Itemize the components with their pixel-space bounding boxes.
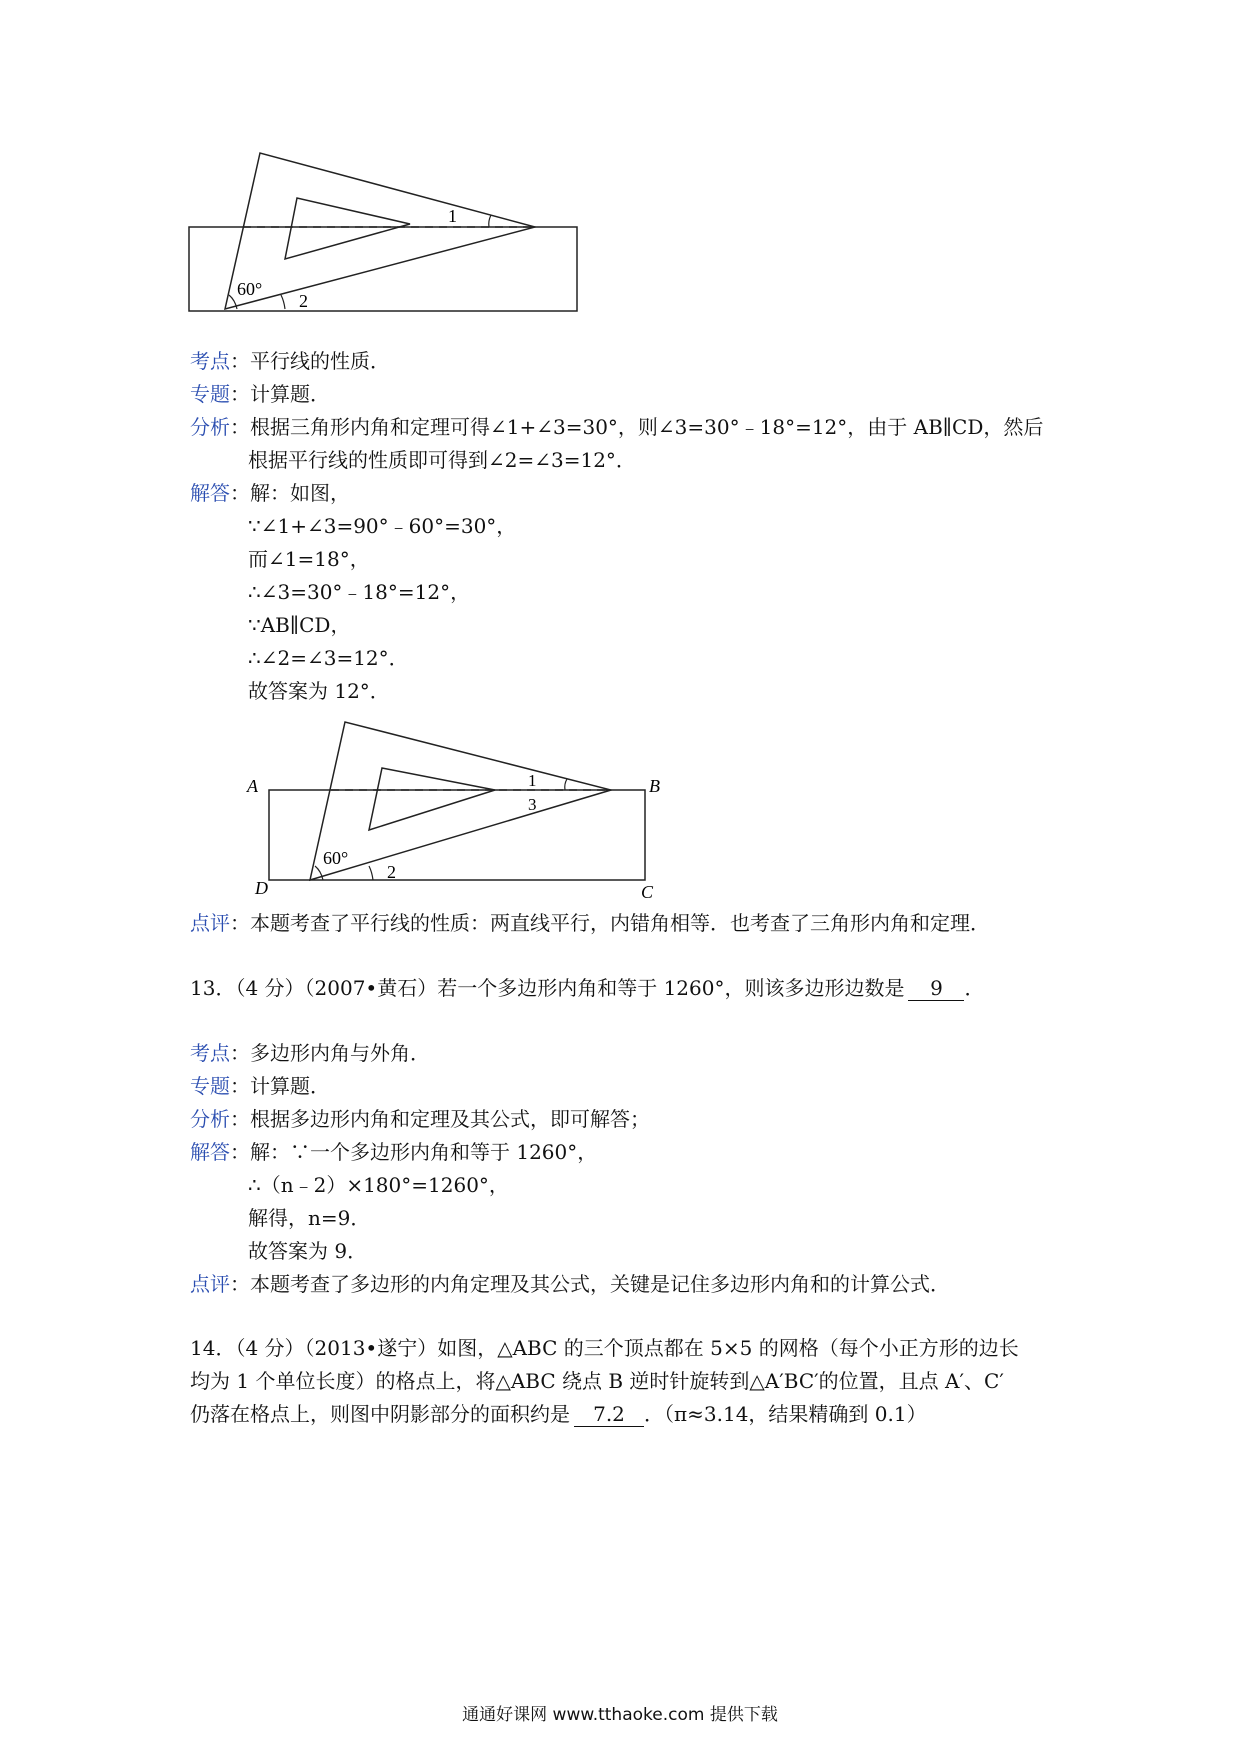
q14-answer-blank: 7.2	[574, 1402, 644, 1427]
solution-step: ∴∠3=30°﹣18°=12°，	[248, 580, 471, 604]
angle-2-label: 2	[387, 862, 396, 882]
fenxi-text: ：根据多边形内角和定理及其公式，即可解答；	[230, 1107, 650, 1131]
q14-line-3-end: ．（π≈3.14，结果精确到 0.1）	[644, 1402, 927, 1426]
jieda-line	[190, 478, 1090, 508]
fenxi-label: 分析	[190, 1107, 230, 1131]
zhuanti-text: ：计算题．	[230, 382, 330, 406]
jieda-line	[190, 1137, 1090, 1167]
angle-2-label: 2	[299, 291, 308, 311]
solution-answer: 故答案为 12°．	[248, 679, 390, 703]
solution-step: ∴（n﹣2）×180°=1260°，	[248, 1173, 509, 1197]
dianping-label: 点评	[190, 1272, 230, 1296]
angle-1-arc	[565, 779, 567, 790]
point-c-label: C	[641, 882, 654, 900]
angle-2-arc	[281, 295, 285, 309]
dianping-text: ：本题考查了多边形的内角定理及其公式，关键是记住多边形内角和的计算公式．	[230, 1272, 950, 1296]
kaodian-line	[190, 346, 1090, 376]
fenxi-line	[190, 412, 1090, 442]
jieda-text: ：解：∵一个多边形内角和等于 1260°，	[230, 1140, 598, 1164]
solution-step: 解得，n=9．	[248, 1206, 371, 1230]
kaodian-text: ：多边形内角与外角．	[230, 1041, 430, 1065]
dianping-line	[190, 1269, 1090, 1299]
figure-triangle-ruler-1	[185, 145, 585, 315]
zhuanti-label: 专题	[190, 382, 230, 406]
dianping-text: ：本题考查了平行线的性质：两直线平行，内错角相等．也考查了三角形内角和定理．	[230, 911, 990, 935]
dianping-label: 点评	[190, 911, 230, 935]
angle-1-label: 1	[528, 771, 537, 790]
fenxi-line-2: 根据平行线的性质即可得到∠2=∠3=12°．	[248, 448, 636, 472]
fenxi-label: 分析	[190, 415, 230, 439]
point-d-label: D	[255, 878, 268, 898]
kaodian-text: ：平行线的性质．	[230, 349, 390, 373]
question-13-stem	[190, 973, 1090, 1003]
question-14-line-1: 14．（4 分）（2013•遂宁）如图，△ABC 的三个顶点都在 5×5 的网格（每个小正方形的边长	[190, 1336, 1019, 1360]
point-a-label: A	[247, 776, 258, 796]
kaodian-label: 考点	[190, 1041, 230, 1065]
zhuanti-label: 专题	[190, 1074, 230, 1098]
dianping-line	[190, 908, 1090, 938]
jieda-label: 解答	[190, 481, 230, 505]
angle-60-label: 60°	[323, 848, 349, 868]
jieda-text: ：解：如图，	[230, 481, 350, 505]
solution-step: ∵∠1+∠3=90°﹣60°=30°，	[248, 514, 517, 538]
fenxi-line	[190, 1104, 1090, 1134]
angle-2-arc	[369, 866, 373, 880]
fenxi-text: ：根据三角形内角和定理可得∠1+∠3=30°，则∠3=30°﹣18°=12°，由于 AB∥CD，然后	[230, 415, 1044, 439]
zhuanti-line	[190, 1071, 1090, 1101]
zhuanti-text: ：计算题．	[230, 1074, 330, 1098]
set-square-inner	[285, 198, 410, 259]
angle-1-arc	[489, 215, 491, 227]
point-b-label: B	[649, 776, 660, 796]
angle-1-label: 1	[448, 206, 457, 226]
page-footer: 通通好课网 www.tthaoke.com 提供下载	[462, 1705, 778, 1725]
q14-line-3-start: 仍落在格点上，则图中阴影部分的面积约是	[190, 1402, 570, 1426]
set-square-inner	[369, 768, 495, 830]
kaodian-label: 考点	[190, 349, 230, 373]
figure-triangle-ruler-2	[245, 710, 675, 900]
question-14-line-2: 均为 1 个单位长度）的格点上，将△ABC 绕点 B 逆时针旋转到△A′BC′的位置，且点 A′、C′	[190, 1369, 1004, 1393]
solution-step: 而∠1=18°，	[248, 547, 370, 571]
q13-stem-text: 13．（4 分）（2007•黄石）若一个多边形内角和等于 1260°，则该多边形边数是	[190, 976, 905, 1000]
jieda-label: 解答	[190, 1140, 230, 1164]
q13-stem-end: ．	[964, 976, 985, 1000]
solution-step: ∵AB∥CD，	[248, 613, 351, 637]
q13-answer-blank: 9	[908, 976, 964, 1001]
solution-answer: 故答案为 9．	[248, 1239, 368, 1263]
set-square-outer	[225, 153, 535, 309]
angle-60-label: 60°	[237, 279, 263, 299]
zhuanti-line	[190, 379, 1090, 409]
kaodian-line	[190, 1038, 1090, 1068]
angle-3-label: 3	[528, 795, 537, 814]
question-14-line-3	[190, 1399, 1090, 1429]
solution-step: ∴∠2=∠3=12°．	[248, 646, 409, 670]
